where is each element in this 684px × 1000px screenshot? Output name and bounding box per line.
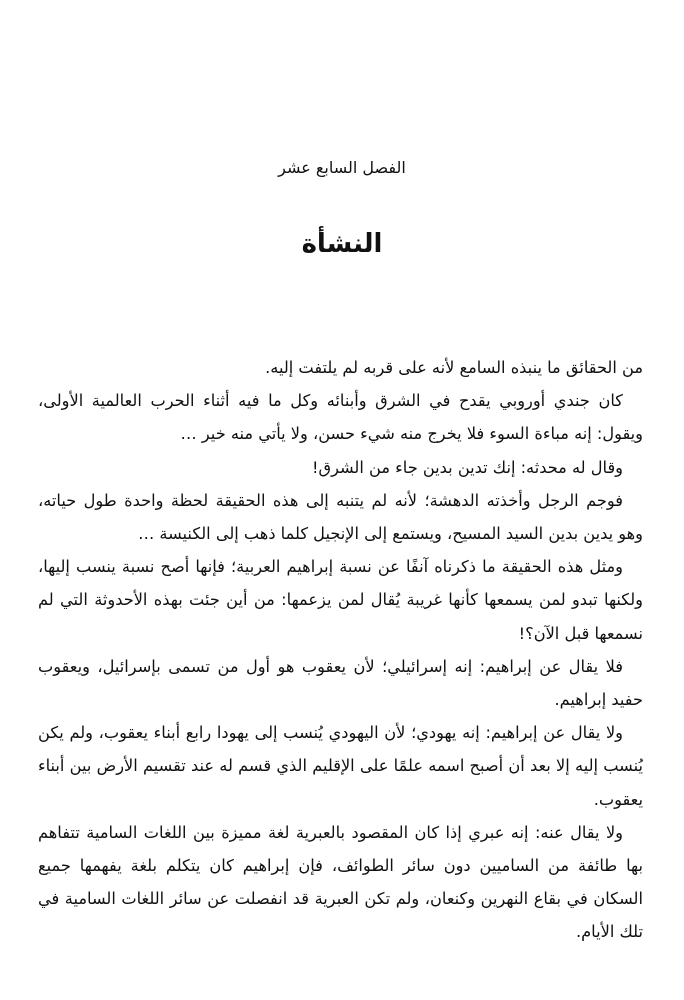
chapter-label: الفصل السابع عشر <box>278 158 406 177</box>
chapter-title: النشأة <box>301 229 383 259</box>
paragraph: ومثل هذه الحقيقة ما ذكرناه آنفًا عن نسبة إبراهيم العربية؛ فإنها أصح نسبة ينسب إليها، ولكنها تبدو لمن يسمعها كأنها غريبة يُقال لمن يزعمها: من أين جئت بهذه الأحدوثة التي لم نسمعها قبل الآن؟! <box>38 557 643 643</box>
paragraph: فلا يقال عن إبراهيم: إنه إسرائيلي؛ لأن يعقوب هو أول من تسمى بإسرائيل، ويعقوب حفيد إبراهيم. <box>38 656 643 710</box>
paragraph: ولا يقال عنه: إنه عبري إذا كان المقصود بالعبرية لغة مميزة بين اللغات السامية تتفاهم بها طائفة من الساميين دون سائر الطوائف، فإن إبراهيم كان يتكلم بلغة يفهمها جميع السكان في بقاع النهرين وكنعان، ولم تكن العبرية قد انفصلت عن سائر اللغات السامية في تلك الأيام. <box>38 822 643 942</box>
paragraph: فوجم الرجل وأخذته الدهشة؛ لأنه لم يتنبه إلى هذه الحقيقة لحظة واحدة طول حياته، وهو يدين بدين السيد المسيح، ويستمع إلى الإنجيل كلما ذهب إلى الكنيسة … <box>38 490 643 544</box>
paragraph: وقال له محدثه: إنك تدين بدين جاء من الشرق! <box>312 457 623 477</box>
body-text <box>38 351 643 949</box>
paragraph: من الحقائق ما ينبذه السامع لأنه على قربه لم يلتفت إليه. <box>265 358 643 377</box>
paragraph: ولا يقال عن إبراهيم: إنه يهودي؛ لأن اليهودي يُنسب إلى يهودا رابع أبناء يعقوب، ولم يكن يُنسب إليه إلا بعد أن أصبح اسمه علمًا على الإقليم الذي قسم له عند تقسيم الأرض بين أبناء يعقوب. <box>38 723 643 809</box>
paragraph: كان جندي أوروبي يقدح في الشرق وأبنائه وكل ما فيه أثناء الحرب العالمية الأولى، ويقول: إنه مباءة السوء فلا يخرج منه شيء حسن، ولا يأتي منه خير … <box>38 391 643 444</box>
